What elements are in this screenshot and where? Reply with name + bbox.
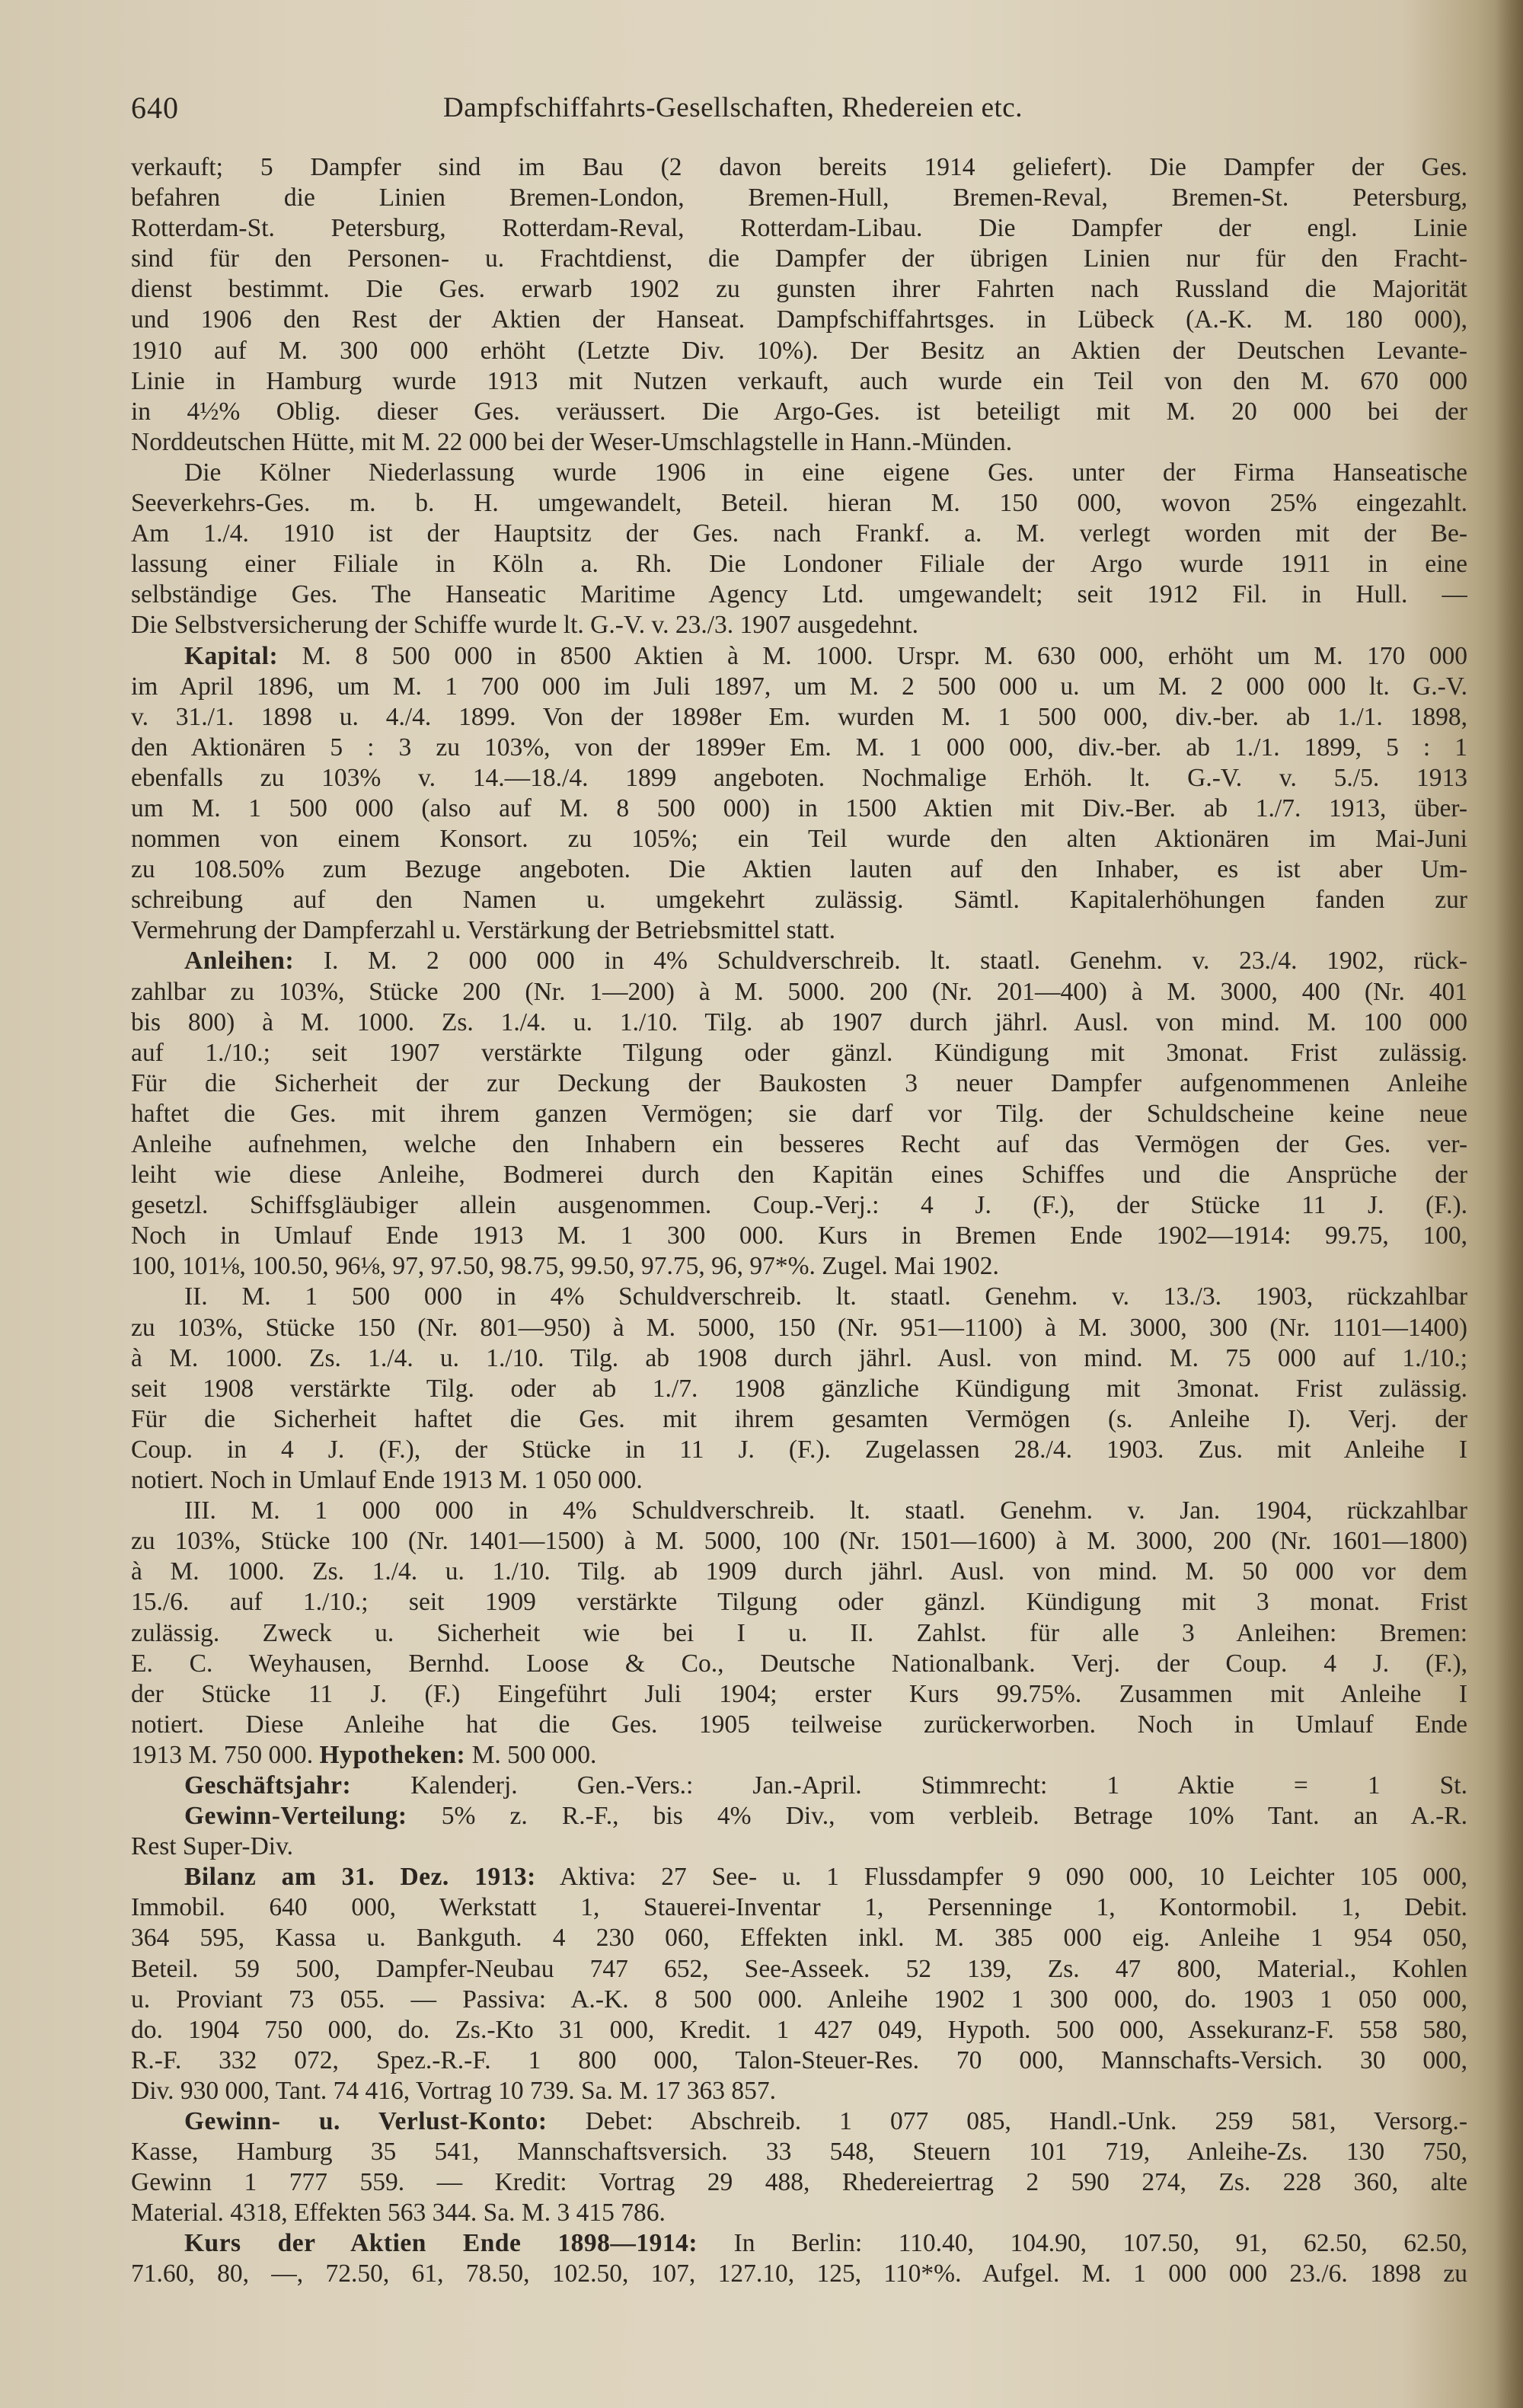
text-line [131,336,1467,366]
line-text: Vermehrung der Dampferzahl u. Verstärkung der Betriebsmittel statt. [131,916,835,945]
line-text: befahren die Linien Bremen-London, Bremen-Hull, Bremen-Reval, Bremen-St. Petersburg, [131,184,1467,212]
text-line [131,1557,1467,1587]
section-keyword: Bilanz am 31. Dez. 1913: [184,1863,536,1892]
line-text: à M. 1000. Zs. 1./4. u. 1./10. Tilg. ab 1909 durch jährl. Ausl. von mind. M. 50 000 vor dem [131,1557,1467,1586]
line-text: gesetzl. Schiffsgläubiger allein ausgenommen. Coup.-Verj.: 4 J. (F.), der Stücke 11 J. (F.). [131,1191,1467,1220]
line-text: Kasse, Hamburg 35 541, Mannschaftsversich. 33 548, Steuern 101 719, Anleihe-Zs. 130 750, [131,2138,1467,2167]
text-line [131,1282,1467,1312]
line-text: haftet die Ges. mit ihrem ganzen Vermögen; sie darf vor Tilg. der Schuldscheine keine neue [131,1099,1467,1128]
line-text: Noch in Umlauf Ende 1913 M. 1 300 000. Kurs in Bremen Ende 1902—1914: 99.75, 100, [131,1222,1467,1250]
text-line [131,1221,1467,1251]
text-line [131,1068,1467,1099]
text-line [131,2106,1467,2137]
line-text: selbständige Ges. The Hanseatic Maritime Agency Ltd. umgewandelt; seit 1912 Fil. in Hull. — [131,580,1467,609]
section-keyword: Anleihen: [184,947,295,976]
text-line [131,1618,1467,1649]
text-line [131,2076,1467,2106]
line-text: II. M. 1 500 000 in 4% Schuldverschreib. lt. staatl. Genehm. v. 13./3. 1903, rückzahlbar [184,1282,1467,1311]
text-line [131,305,1467,335]
text-line [131,1496,1467,1526]
line-text: Norddeutschen Hütte, mit M. 22 000 bei der Weser-Umschlagstelle in Hann.-Münden. [131,427,1013,456]
text-line [131,2198,1467,2228]
line-text: M. 8 500 000 in 8500 Aktien à M. 1000. Urspr. M. 630 000, erhöht um M. 170 000 [302,641,1467,670]
text-line [131,641,1467,672]
text-line [131,915,1467,946]
line-text: M. 500 000. [471,1740,597,1769]
text-line [131,213,1467,244]
line-text: ebenfalls zu 103% v. 14.—18./4. 1899 angeboten. Nochmalige Erhöh. lt. G.-V. v. 5./5. 1913 [131,763,1467,792]
text-line [131,1008,1467,1038]
text-line [131,519,1467,549]
line-text: Div. 930 000, Tant. 74 416, Vortrag 10 739. Sa. M. 17 363 857. [131,2076,776,2105]
section-keyword: Geschäftsjahr: [184,1771,352,1800]
text-line [131,1160,1467,1190]
text-line [131,1099,1467,1129]
line-text: E. C. Weyhausen, Bernhd. Loose & Co., Deutsche Nationalbank. Verj. der Coup. 4 J. (F.), [131,1649,1467,1678]
line-text: dienst bestimmt. Die Ges. erwarb 1902 zu gunsten ihrer Fahrten nach Russland die Majorität [131,275,1467,304]
section-keyword: Hypotheken: [319,1740,466,1769]
text-line [131,1404,1467,1435]
text-line [131,488,1467,519]
text-line [131,1985,1467,2015]
text-line [131,1038,1467,1068]
text-line [131,2015,1467,2046]
line-text: um M. 1 500 000 (also auf M. 8 500 000) in 1500 Aktien mit Div.-Ber. ab 1./7. 1913, über- [131,794,1467,822]
line-text: im April 1896, um M. 1 700 000 im Juli 1897, um M. 2 500 000 u. um M. 2 000 000 lt. G.-V. [131,672,1467,701]
line-text: nommen von einem Konsort. zu 105%; ein Teil wurde den alten Aktionären im Mai-Juni [131,825,1467,854]
line-text: Rest Super-Div. [131,1832,294,1861]
text-line [131,152,1467,183]
line-text: Anleihe aufnehmen, welche den Inhabern ein besseres Recht auf das Vermögen der Ges. ver- [131,1130,1467,1158]
text-line [131,183,1467,213]
line-text: verkauft; 5 Dampfer sind im Bau (2 davon bereits 1914 geliefert). Die Dampfer der Ges. [131,153,1467,181]
text-line [131,1923,1467,1953]
text-line [131,549,1467,580]
line-text: Beteil. 59 500, Dampfer-Neubau 747 652, See-Asseek. 52 139, Zs. 47 800, Material., Kohlen [131,1954,1467,1983]
text-line [131,1313,1467,1343]
line-text: notiert. Noch in Umlauf Ende 1913 M. 1 050 000. [131,1466,643,1495]
line-text: 364 595, Kassa u. Bankguth. 4 230 060, Effekten inkl. M. 385 000 eig. Anleihe 1 954 050, [131,1924,1467,1953]
text-line [131,1954,1467,1985]
line-text: den Aktionären 5 : 3 zu 103%, von der 1899er Em. M. 1 000 000, div.-ber. ab 1./1. 1899, 5 : 1 [131,733,1467,762]
text-line [131,1862,1467,1892]
line-text: 1913 M. 750 000. [131,1740,314,1769]
line-text: und 1906 den Rest der Aktien der Hanseat. Dampfschiffahrtsges. in Lübeck (A.-K. M. 180 000), [131,305,1467,334]
section-keyword: Kurs der Aktien Ende 1898—1914: [184,2229,698,2258]
line-text: III. M. 1 000 000 in 4% Schuldverschreib. lt. staatl. Genehm. v. Jan. 1904, rückzahlbar [184,1496,1467,1525]
line-text: Debet: Abschreib. 1 077 085, Handl.-Unk. 259 581, Versorg.- [585,2107,1467,2135]
line-text: lassung einer Filiale in Köln a. Rh. Die Londoner Filiale der Argo wurde 1911 in eine [131,550,1467,579]
line-text: Am 1./4. 1910 ist der Hauptsitz der Ges. nach Frankf. a. M. verlegt worden mit der Be- [131,519,1467,548]
line-text: Für die Sicherheit der zur Deckung der Baukosten 3 neuer Dampfer aufgenommenen Anleihe [131,1068,1467,1097]
text-line [131,580,1467,610]
line-text: Coup. in 4 J. (F.), der Stücke in 11 J. (F.). Zugelassen 28./4. 1903. Zus. mit Anleihe I [131,1435,1467,1464]
text-line [131,458,1467,488]
line-text: Rotterdam-St. Petersburg, Rotterdam-Reval, Rotterdam-Libau. Die Dampfer der engl. Linie [131,214,1467,243]
section-keyword: Gewinn-Verteilung: [184,1802,407,1831]
line-text: 100, 101⅛, 100.50, 96⅛, 97, 97.50, 98.75, 99.50, 97.75, 96, 97*%. Zugel. Mai 1902. [131,1252,999,1281]
text-line [131,1190,1467,1221]
text-line [131,1710,1467,1740]
text-line [131,1526,1467,1557]
line-text: in 4½% Oblig. dieser Ges. veräussert. Die Argo-Ges. ist beteiligt mit M. 20 000 bei der [131,397,1467,426]
text-line [131,1649,1467,1679]
line-text: schreibung auf den Namen u. umgekehrt zulässig. Sämtl. Kapitalerhöhungen fanden zur [131,886,1467,915]
line-text: v. 31./1. 1898 u. 4./4. 1899. Von der 1898er Em. wurden M. 1 500 000, div.-ber. ab 1./1. 1898, [131,702,1467,731]
text-line [131,1435,1467,1465]
text-line [131,824,1467,854]
section-keyword: Kapital: [184,641,279,670]
line-text: 71.60, 80, —, 72.50, 61, 78.50, 102.50, 107, 127.10, 125, 110*%. Aufgel. M. 1 000 000 23./6. 1898 zu [131,2259,1467,2288]
line-text: leiht wie diese Anleihe, Bodmerei durch den Kapitän eines Schiffes und die Ansprüche der [131,1161,1467,1190]
text-line [131,2228,1467,2259]
text-line [131,610,1467,640]
text-line [131,1343,1467,1374]
page-body-text [131,152,1467,2290]
line-text: Linie in Hamburg wurde 1913 mit Nutzen verkauft, auch wurde ein Teil von den M. 670 000 [131,366,1467,395]
text-line [131,427,1467,458]
text-line [131,1832,1467,1862]
text-line [131,1801,1467,1832]
line-text: 15./6. auf 1./10.; seit 1909 verstärkte Tilgung oder gänzl. Kündigung mit 3 monat. Frist [131,1588,1467,1617]
line-text: u. Proviant 73 055. — Passiva: A.-K. 8 500 000. Anleihe 1902 1 300 000, do. 1903 1 050 000, [131,1985,1467,2014]
line-text: der Stücke 11 J. (F.) Eingeführt Juli 1904; erster Kurs 99.75%. Zusammen mit Anleihe I [131,1679,1467,1708]
line-text: 5% z. R.-F., bis 4% Div., vom verbleib. Betrage 10% Tant. an A.-R. [441,1802,1467,1831]
text-line [131,1587,1467,1618]
line-text: Die Selbstversicherung der Schiffe wurde lt. G.-V. v. 23./3. 1907 ausgedehnt. [131,611,918,640]
text-line [131,946,1467,976]
line-text: Material. 4318, Effekten 563 344. Sa. M. 3 415 786. [131,2199,666,2228]
line-text: Seeverkehrs-Ges. m. b. H. umgewandelt, Beteil. hieran M. 150 000, wovon 25% eingezahlt. [131,489,1467,518]
line-text: zu 108.50% zum Bezuge angeboten. Die Aktien lauten auf den Inhaber, es ist aber Um- [131,855,1467,884]
text-line [131,2046,1467,2076]
line-text: zu 103%, Stücke 100 (Nr. 1401—1500) à M. 5000, 100 (Nr. 1501—1600) à M. 3000, 200 (Nr. 1601—1800) [131,1527,1467,1556]
text-line [131,2167,1467,2198]
line-text: Kalenderj. Gen.-Vers.: Jan.-April. Stimmrecht: 1 Aktie = 1 St. [410,1771,1467,1800]
line-text: notiert. Diese Anleihe hat die Ges. 1905 teilweise zurückerworben. Noch in Umlauf Ende [131,1710,1467,1739]
text-line [131,885,1467,915]
text-line [131,2137,1467,2167]
text-line [131,1679,1467,1710]
line-text: Aktiva: 27 See- u. 1 Flussdampfer 9 090 000, 10 Leichter 105 000, [559,1863,1467,1892]
line-text: zulässig. Zweck u. Sicherheit wie bei I u. II. Zahlst. für alle 3 Anleihen: Bremen: [131,1618,1467,1647]
line-text: Die Kölner Niederlassung wurde 1906 in eine eigene Ges. unter der Firma Hanseatische [184,458,1467,487]
text-line [131,1771,1467,1801]
line-text: Immobil. 640 000, Werkstatt 1, Stauerei-Inventar 1, Persenninge 1, Kontormobil. 1, Debit. [131,1893,1467,1922]
line-text: zu 103%, Stücke 150 (Nr. 801—950) à M. 5000, 150 (Nr. 951—1100) à M. 3000, 300 (Nr. 1101—1400) [131,1313,1467,1342]
text-line [131,1465,1467,1496]
running-title: Dampfschiffahrts-Gesellschaften, Rhedereien etc. [443,92,1023,123]
text-line [131,244,1467,274]
text-line [131,2259,1467,2289]
text-line [131,672,1467,702]
text-line [131,366,1467,397]
line-text: à M. 1000. Zs. 1./4. u. 1./10. Tilg. ab 1908 durch jährl. Ausl. von mind. M. 75 000 auf 1./10.; [131,1343,1467,1372]
line-text: zahlbar zu 103%, Stücke 200 (Nr. 1—200) à M. 5000. 200 (Nr. 201—400) à M. 3000, 400 (Nr. 401 [131,977,1467,1006]
text-line [131,854,1467,885]
line-text: 1910 auf M. 300 000 erhöht (Letzte Div. 10%). Der Besitz an Aktien der Deutschen Levante- [131,336,1467,365]
text-line [131,1892,1467,1923]
line-text: sind für den Personen- u. Frachtdienst, die Dampfer der übrigen Linien nur für den Fracht- [131,244,1467,273]
line-text: auf 1./10.; seit 1907 verstärkte Tilgung oder gänzl. Kündigung mit 3monat. Frist zulässig. [131,1038,1467,1067]
line-text: Gewinn 1 777 559. — Kredit: Vortrag 29 488, Rhedereiertrag 2 590 274, Zs. 228 360, alte [131,2168,1467,2197]
line-text: I. M. 2 000 000 in 4% Schuldverschreib. lt. staatl. Genehm. v. 23./4. 1902, rück- [323,947,1467,976]
line-text: Für die Sicherheit haftet die Ges. mit ihrem gesamten Vermögen (s. Anleihe I). Verj. der [131,1404,1467,1433]
text-line [131,1251,1467,1282]
book-spine-shadow [1496,0,1523,2408]
line-text: seit 1908 verstärkte Tilg. oder ab 1./7. 1908 gänzliche Kündigung mit 3monat. Frist zulässig. [131,1374,1467,1403]
line-text: do. 1904 750 000, do. Zs.-Kto 31 000, Kredit. 1 427 049, Hypoth. 500 000, Assekuranz-F. 558 580, [131,2015,1467,2044]
section-keyword: Gewinn- u. Verlust-Konto: [184,2107,548,2135]
text-line [131,397,1467,427]
line-text: bis 800) à M. 1000. Zs. 1./4. u. 1./10. Tilg. ab 1907 durch jährl. Ausl. von mind. M. 100 000 [131,1008,1467,1036]
text-line [131,733,1467,763]
page-header [131,90,1471,136]
page-number: 640 [131,91,179,125]
text-line [131,763,1467,794]
text-line [131,977,1467,1008]
text-line [131,1740,1467,1771]
text-line [131,274,1467,305]
text-line [131,702,1467,733]
text-line [131,1374,1467,1404]
line-text: R.-F. 332 072, Spez.-R.-F. 1 800 000, Talon-Steuer-Res. 70 000, Mannschafts-Versich. 30 000, [131,2046,1467,2074]
text-line [131,794,1467,824]
line-text: In Berlin: 110.40, 104.90, 107.50, 91, 62.50, 62.50, [733,2229,1467,2258]
text-line [131,1129,1467,1160]
